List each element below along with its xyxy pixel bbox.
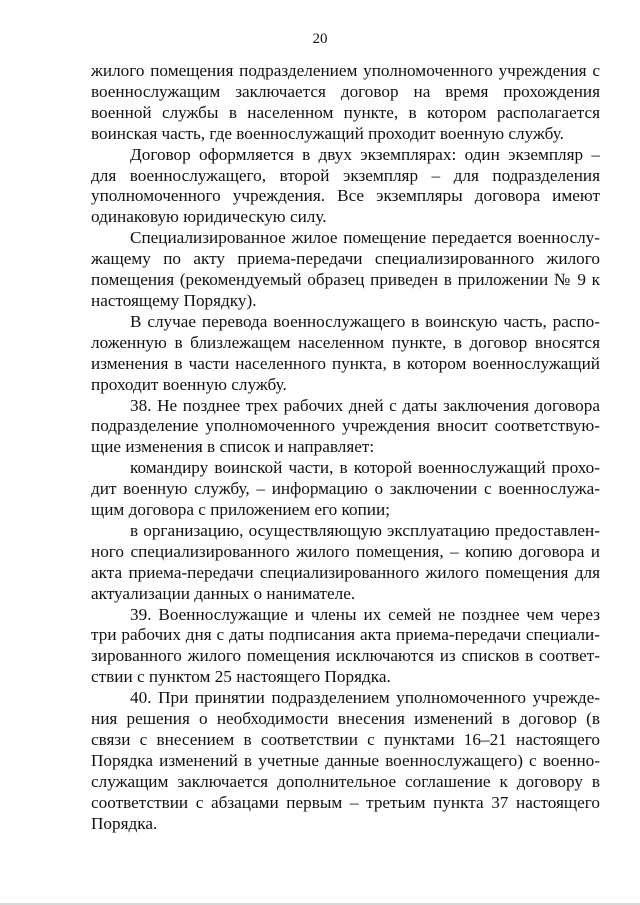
document-body — [91, 61, 600, 835]
paragraph-contract-copies: Договор оформляется в двух экземплярах: один экземпляр – для военнослужащего, второй экземпляр – для подразделения уполномоченного учреждения. Все экземпляры договора имеют одинаковую юридическую силу. — [91, 144, 600, 227]
paragraph-relocation: В случае перевода военнослужащего в воинскую часть, расположенную в близлежащем населенном пункте, в договор вносятся изменения в части населенного пункта, в котором военнослужащий проходит военную службу. — [91, 311, 600, 394]
paragraph-item-40: 40. При принятии подразделением уполномоченного учреждения решения о необходимости внесения изменений в договор (в связи с внесением в соответствии с пунктами 16–21 настоящего Порядка изменений в учетные данные военнослужащего) с военнослужащим заключается дополнительное соглашение к договору в соответствии с абзацами первым – третьим пункта 37 настоящего Порядка. — [91, 688, 600, 833]
paragraph-item-38-organization: в организацию, осуществляющую эксплуатацию предоставленного специализированного жилого помещения, – копию договора и акта приема-передачи специализированного жилого помещения для актуализации данных о нанимателе. — [91, 520, 600, 603]
paragraph-transfer-act: Специализированное жилое помещение передается военнослужащему по акту приема-передачи специализированного жилого помещения (рекомендуемый образец приведен в приложении № 9 к настоящему Порядку). — [91, 228, 600, 310]
paragraph-item-38-commander: командиру воинской части, в которой военнослужащий проходит военную службу, – информацию о заключении с военнослужащим договора с приложением его копии; — [91, 458, 600, 520]
page-number: 20 — [312, 31, 328, 47]
paragraph-continuation: жилого помещения подразделением уполномоченного учреждения с военнослужащим заключается договор на время прохождения военной службы в населенном пункте, в котором располагается воинская часть, где военнослужащий проходит военную службу. — [91, 61, 600, 143]
paragraph-item-38: 38. Не позднее трех рабочих дней с даты заключения договора подразделение уполномоченного учреждения вносит соответствующие изменения в список и направляет: — [91, 395, 600, 457]
paragraph-item-39: 39. Военнослужащие и члены их семей не позднее чем через три рабочих дня с даты подписания акта приема-передачи специализированного жилого помещения исключаются из списков в соответствии с пунктом 25 настоящего Порядка. — [91, 604, 600, 687]
